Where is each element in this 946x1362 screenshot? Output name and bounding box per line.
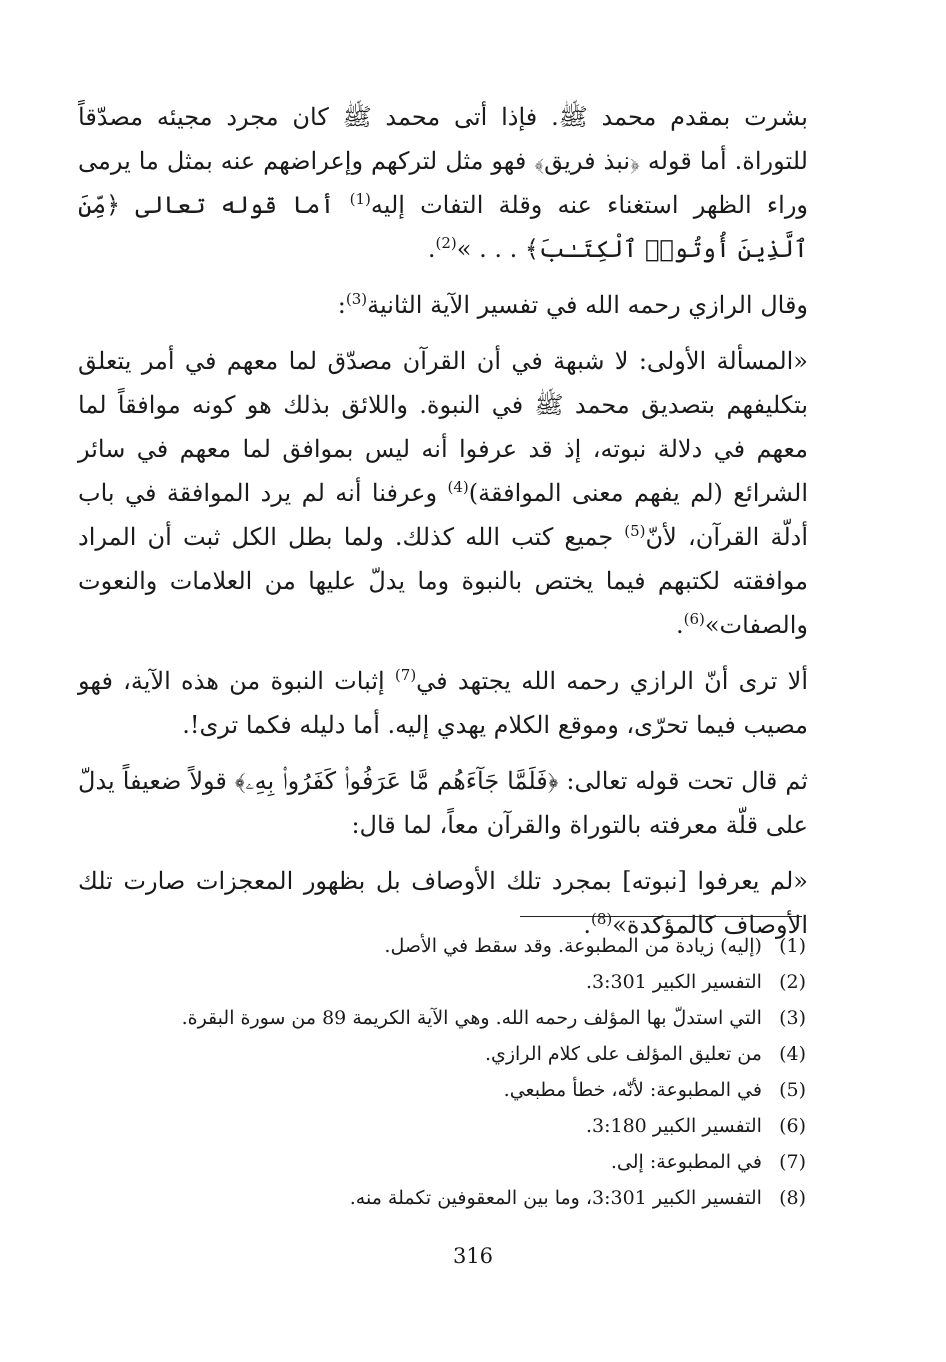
- footnote-text: من تعليق المؤلف على كلام الرازي.: [484, 1043, 762, 1065]
- paragraph-1: [78, 95, 808, 271]
- paragraph-3-text: «المسألة الأولى: لا شبهة في أن القرآن مصدّق لما معهم في أمر يتعلق بتكليفهم بتصديق محمد ﷺ في النبوة. واللائق بذلك هو كونه موافقاً لما معهم في دلالة نبوته، إذ قد عرفوا أنه ليس بموافق لما معهم في سائر الشرائع (لم يفهم معنى الموافقة): [78, 347, 809, 507]
- footnote-number: (4): [779, 1043, 806, 1065]
- paragraph-4-text: ألا ترى أنّ الرازي رحمه الله يجتهد في: [416, 667, 808, 695]
- footnote-ref-2: (2): [435, 234, 457, 252]
- footnote-item: [106, 1108, 806, 1144]
- footnote-ref-5: (5): [624, 522, 646, 540]
- paragraph-5: [78, 759, 808, 847]
- paragraph-4-tail: إثبات النبوة من هذه الآية، فهو مصيب فيما تحرّى، وموقع الكلام يهدي إليه. أما دليله فكما ترى!.: [78, 667, 808, 739]
- footnote-number: (3): [779, 1007, 806, 1029]
- footnote-text: (إليه) زيادة من المطبوعة. وقد سقط في الأصل.: [384, 935, 762, 957]
- paragraph-6-tail: .: [583, 911, 591, 939]
- footnote-text: التي استدلّ بها المؤلف رحمه الله. وهي الآية الكريمة 89 من سورة البقرة.: [181, 1007, 762, 1029]
- paragraph-5-text: ثم قال تحت قوله تعالى: ﴿فَلَمَّا جَآءَهُم مَّا عَرَفُوا۟ كَفَرُوا۟ بِهِۦ﴾ قولاً ضعيفاً يدلّ على قلّة معرفته بالتوراة والقرآن معاً، لما قال:: [78, 767, 808, 839]
- footnote-number: (8): [779, 1187, 806, 1209]
- paragraph-6-text: «لم يعرفوا [نبوته] بمجرد تلك الأوصاف بل بظهور المعجزات صارت تلك الأوصاف كالمؤكدة»: [78, 867, 808, 939]
- page-number: 316: [452, 1244, 494, 1268]
- paragraph-3: [78, 339, 808, 647]
- footnote-text: التفسير الكبير 3:301، وما بين المعقوفين تكملة منه.: [349, 1187, 762, 1209]
- footnote-item: [106, 1180, 806, 1216]
- footnote-item: [106, 964, 806, 1000]
- paragraph-2: [78, 283, 808, 327]
- paragraph-3-tail: وعرفنا أنه لم يرد الموافقة في باب أدلّة القرآن، لأنّ: [78, 479, 808, 551]
- footnote-number: (7): [779, 1151, 806, 1173]
- footnote-item: [106, 1072, 806, 1108]
- footnote-text: في المطبوعة: لأنّه، خطأ مطبعي.: [503, 1079, 762, 1101]
- footnote-item: [106, 1144, 806, 1180]
- paragraph-1-tail2: .: [427, 235, 436, 263]
- footnote-ref-4: (4): [447, 478, 469, 496]
- footnote-item: [106, 928, 806, 964]
- paragraph-1-tail: أما قوله تعالى ﴿مِّنَ ٱلَّذِينَ أُوتُوا۟ ٱلْكِتَـٰبَ﴾ . . . »: [78, 191, 808, 263]
- footnote-divider: [520, 916, 802, 917]
- footnote-item: [106, 1036, 806, 1072]
- footnote-ref-3: (3): [345, 290, 368, 308]
- footnote-number: (1): [779, 935, 806, 957]
- footnote-number: (2): [779, 971, 806, 993]
- footnote-text: التفسير الكبير 3:180.: [585, 1115, 762, 1137]
- paragraph-2-text: وقال الرازي رحمه الله في تفسير الآية الثانية: [367, 291, 808, 319]
- paragraph-4: [78, 659, 808, 747]
- footnotes-list: [106, 928, 806, 1216]
- footnote-item: [106, 1000, 806, 1036]
- footnote-number: (5): [779, 1079, 806, 1101]
- footnote-ref-8: (8): [590, 910, 613, 928]
- paragraph-3-tail3: .: [675, 611, 684, 639]
- footnote-number: (6): [779, 1115, 806, 1137]
- paragraph-3-tail2: جميع كتب الله كذلك. ولما بطل الكل ثبت أن المراد موافقته لكتبهم فيما يختص بالنبوة وما يدلّ عليها من العلامات والنعوت والصفات»: [78, 523, 808, 639]
- footnote-ref-1: (1): [349, 190, 371, 208]
- footnote-ref-6: (6): [683, 610, 705, 628]
- paragraph-1-text: بشرت بمقدم محمد ﷺ. فإذا أتى محمد ﷺ كان مجرد مجيئه مصدّقاً للتوراة. أما قوله ﴿نبذ فريق﴾ فهو مثل لتركهم وإعراضهم عنه بمثل ما يرمى وراء الظهر استغناء عنه وقلة التفات إليه: [78, 103, 809, 219]
- main-text: [78, 95, 808, 947]
- footnote-text: التفسير الكبير 3:301.: [585, 971, 762, 993]
- paragraph-2-tail: :: [337, 291, 346, 319]
- footnote-text: في المطبوعة: إلى.: [610, 1151, 762, 1173]
- footnote-ref-7: (7): [394, 666, 417, 684]
